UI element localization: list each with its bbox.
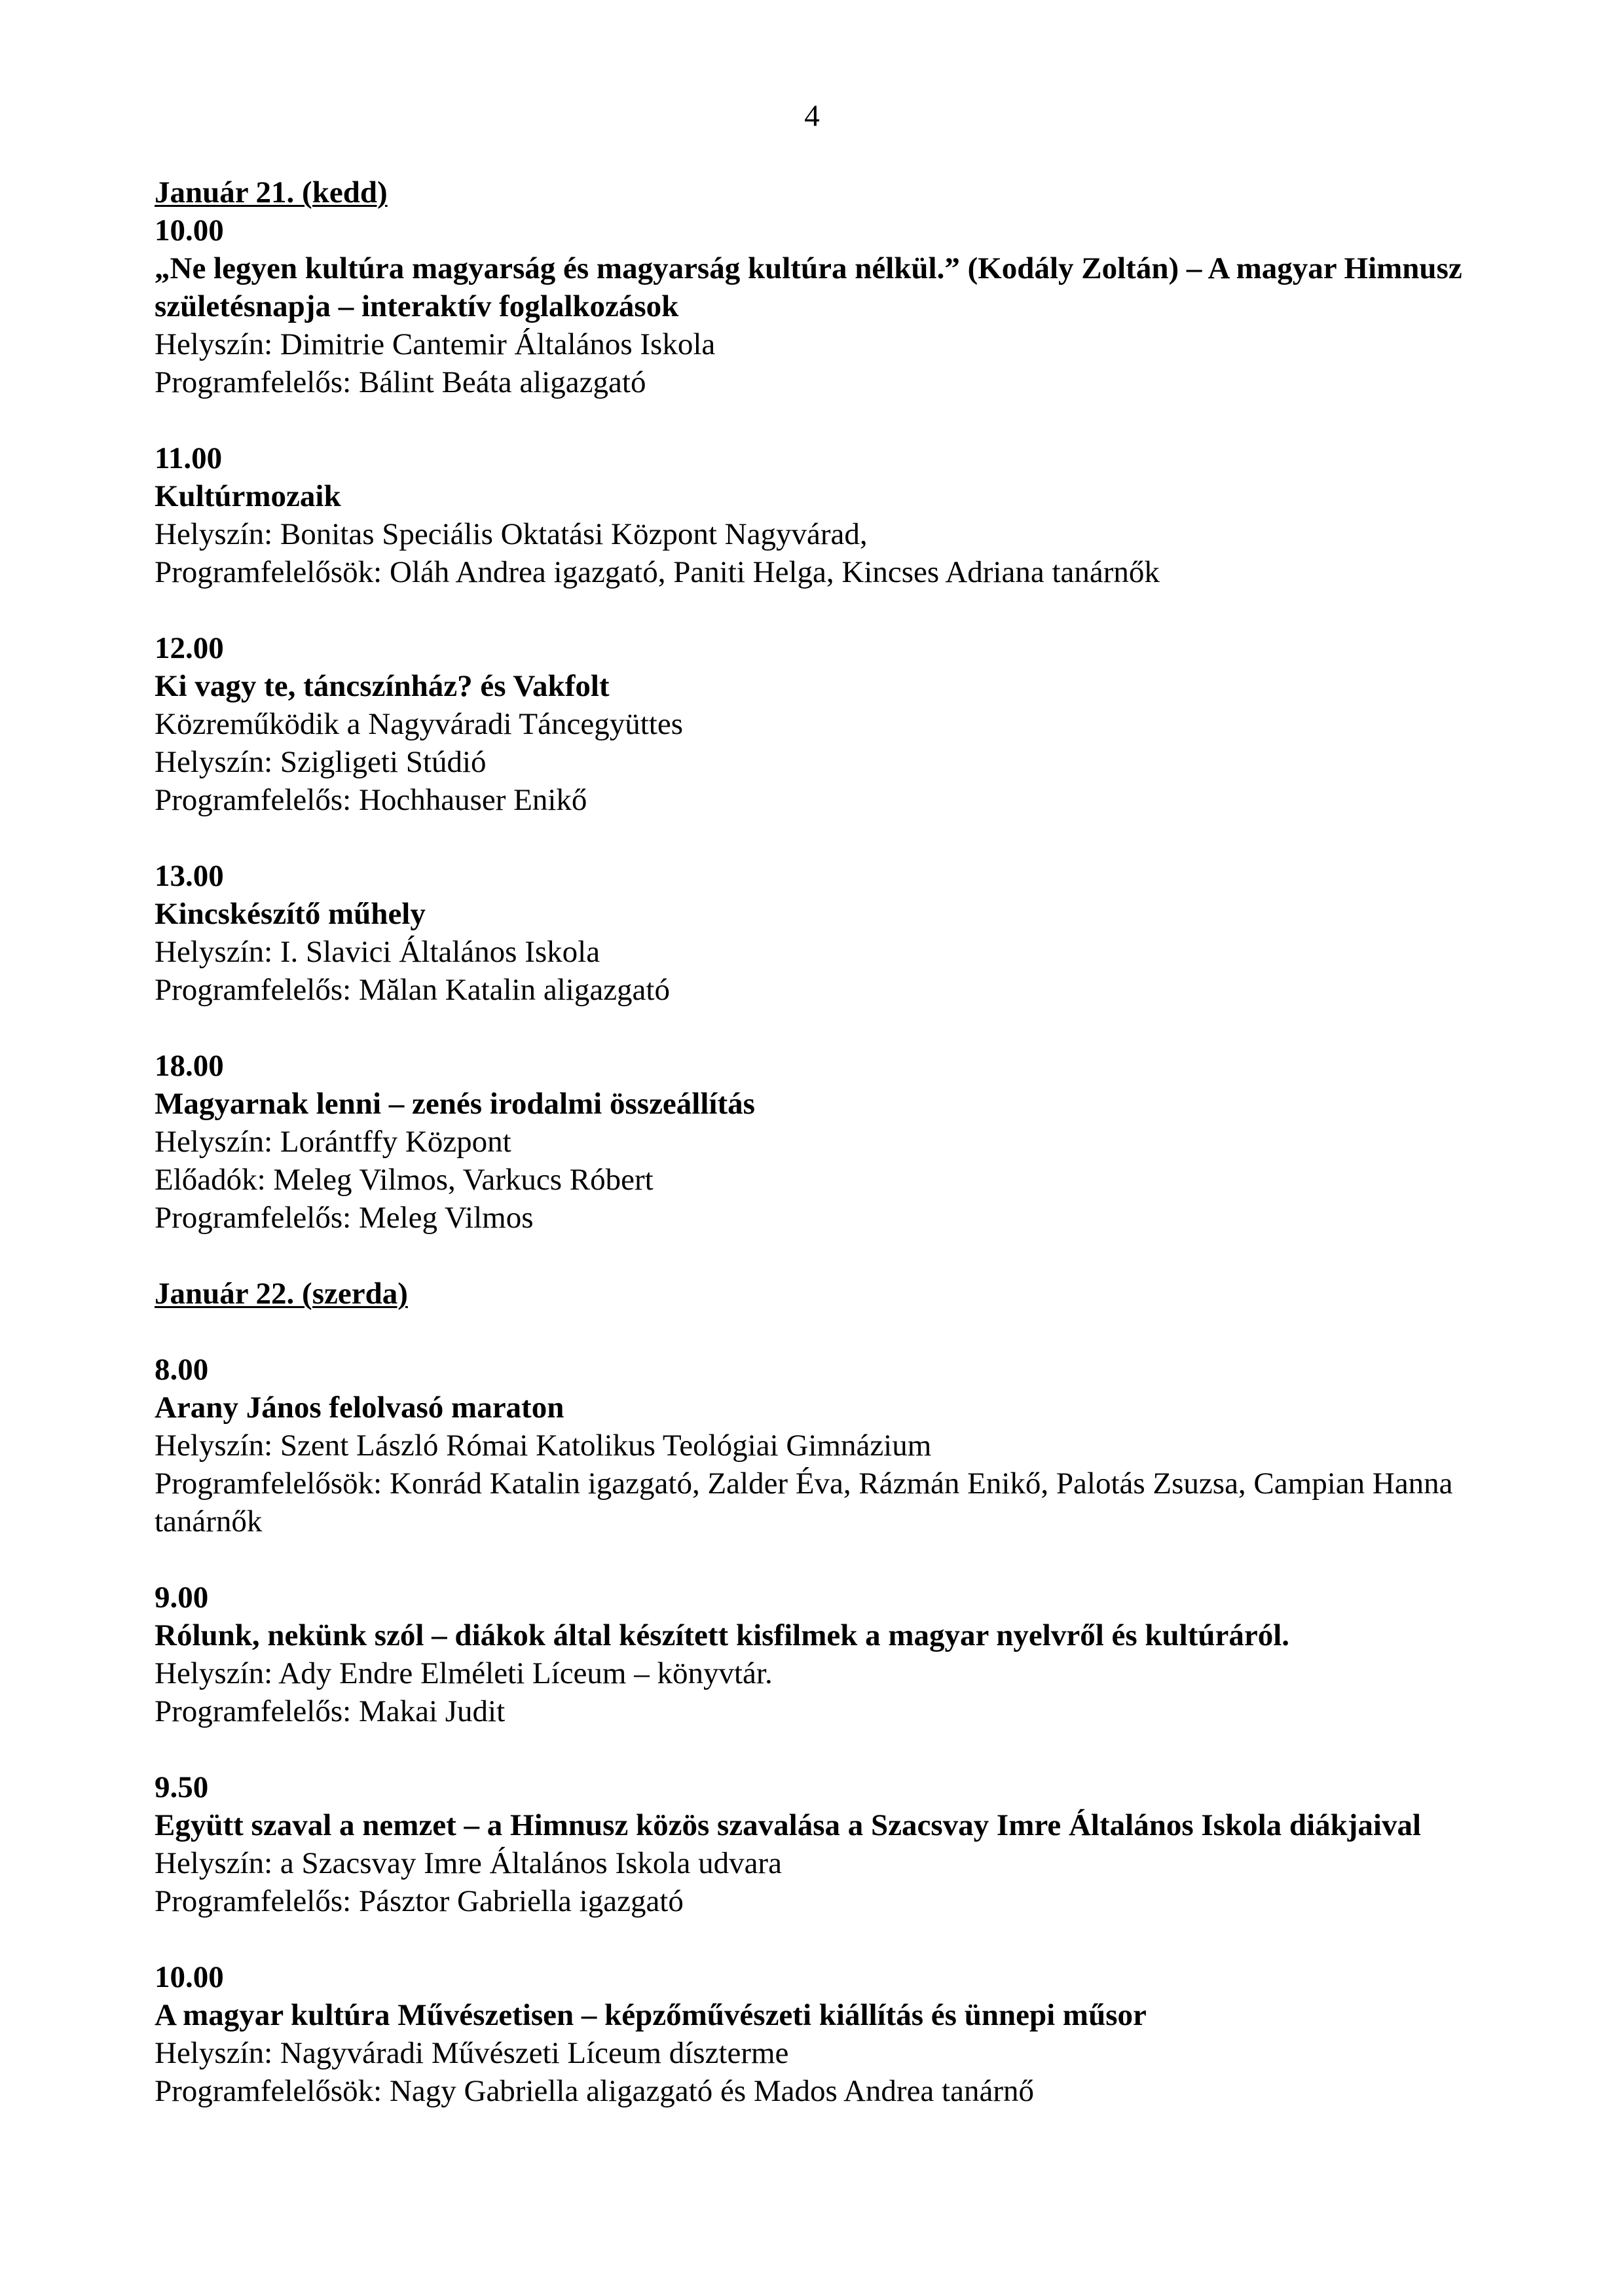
event-block xyxy=(155,439,1477,591)
event-title: „Ne legyen kultúra magyarság és magyarság kultúra nélkül.” (Kodály Zoltán) – A magyar Himnusz születésnapja – interaktív foglalkozások xyxy=(155,251,1462,323)
event-title: Ki vagy te, táncszínház? és Vakfolt xyxy=(155,669,610,703)
event-block xyxy=(155,857,1477,1009)
event-block xyxy=(155,1047,1477,1237)
event-block xyxy=(155,211,1477,401)
day-heading: Január 22. (szerda) xyxy=(155,1277,408,1311)
event-organizer: Programfelelősök: Nagy Gabriella aligazgató és Mados Andrea tanárnő xyxy=(155,2074,1034,2108)
event-time: 9.50 xyxy=(155,1770,209,1804)
event-title: Kincskészítő műhely xyxy=(155,897,426,931)
event-title: Magyarnak lenni – zenés irodalmi összeállítás xyxy=(155,1087,755,1121)
event-title: Rólunk, nekünk szól – diákok által készített kisfilmek a magyar nyelvről és kultúráról. xyxy=(155,1618,1290,1652)
program-document xyxy=(155,173,1477,2110)
event-organizer: Programfelelős: Mălan Katalin aligazgató xyxy=(155,973,670,1007)
event-location: Helyszín: Szigligeti Stúdió xyxy=(155,745,487,779)
event-title: Kultúrmozaik xyxy=(155,479,341,513)
page-number: 4 xyxy=(804,99,820,133)
event-organizer: Programfelelős: Meleg Vilmos xyxy=(155,1201,534,1235)
event-location: Helyszín: Bonitas Speciális Oktatási Központ Nagyvárad, xyxy=(155,517,868,551)
event-location: Helyszín: a Szacsvay Imre Általános Iskola udvara xyxy=(155,1846,782,1880)
event-organizer: Programfelelős: Pásztor Gabriella igazgató xyxy=(155,1884,684,1918)
day-heading: Január 21. (kedd) xyxy=(155,175,388,210)
event-block xyxy=(155,629,1477,819)
event-location: Helyszín: Ady Endre Elméleti Líceum – könyvtár. xyxy=(155,1656,773,1690)
event-organizer: Programfelelősök: Oláh Andrea igazgató, Paniti Helga, Kincses Adriana tanárnők xyxy=(155,555,1160,589)
event-time: 9.00 xyxy=(155,1580,209,1614)
event-title: A magyar kultúra Művészetisen – képzőművészeti kiállítás és ünnepi műsor xyxy=(155,1998,1147,2032)
event-time: 10.00 xyxy=(155,1960,224,1994)
event-block xyxy=(155,1351,1477,1540)
event-time: 8.00 xyxy=(155,1353,209,1387)
event-location: Helyszín: Nagyváradi Művészeti Líceum díszterme xyxy=(155,2036,789,2070)
event-block xyxy=(155,1958,1477,2110)
event-time: 13.00 xyxy=(155,859,224,893)
event-block xyxy=(155,1578,1477,1730)
event-location: Helyszín: Lorántffy Központ xyxy=(155,1125,511,1159)
event-performer: Közreműködik a Nagyváradi Táncegyüttes xyxy=(155,707,683,741)
event-location: Helyszín: I. Slavici Általános Iskola xyxy=(155,935,600,969)
event-location: Helyszín: Dimitrie Cantemir Általános Iskola xyxy=(155,327,716,361)
event-time: 12.00 xyxy=(155,631,224,665)
event-organizer: Programfelelősök: Konrád Katalin igazgató, Zalder Éva, Rázmán Enikő, Palotás Zsuzsa, Campian Hanna tanárnők xyxy=(155,1467,1453,1539)
event-title: Arany János felolvasó maraton xyxy=(155,1391,564,1425)
event-time: 11.00 xyxy=(155,441,223,475)
event-time: 10.00 xyxy=(155,213,224,247)
event-organizer: Programfelelős: Bálint Beáta aligazgató xyxy=(155,365,646,399)
event-time: 18.00 xyxy=(155,1049,224,1083)
event-organizer: Programfelelős: Makai Judit xyxy=(155,1694,506,1728)
event-location: Helyszín: Szent László Római Katolikus Teológiai Gimnázium xyxy=(155,1429,932,1463)
event-block xyxy=(155,1768,1477,1920)
event-performers: Előadók: Meleg Vilmos, Varkucs Róbert xyxy=(155,1163,654,1197)
event-organizer: Programfelelős: Hochhauser Enikő xyxy=(155,783,587,817)
event-title: Együtt szaval a nemzet – a Himnusz közös szavalása a Szacsvay Imre Általános Iskola diákjaival xyxy=(155,1808,1421,1842)
